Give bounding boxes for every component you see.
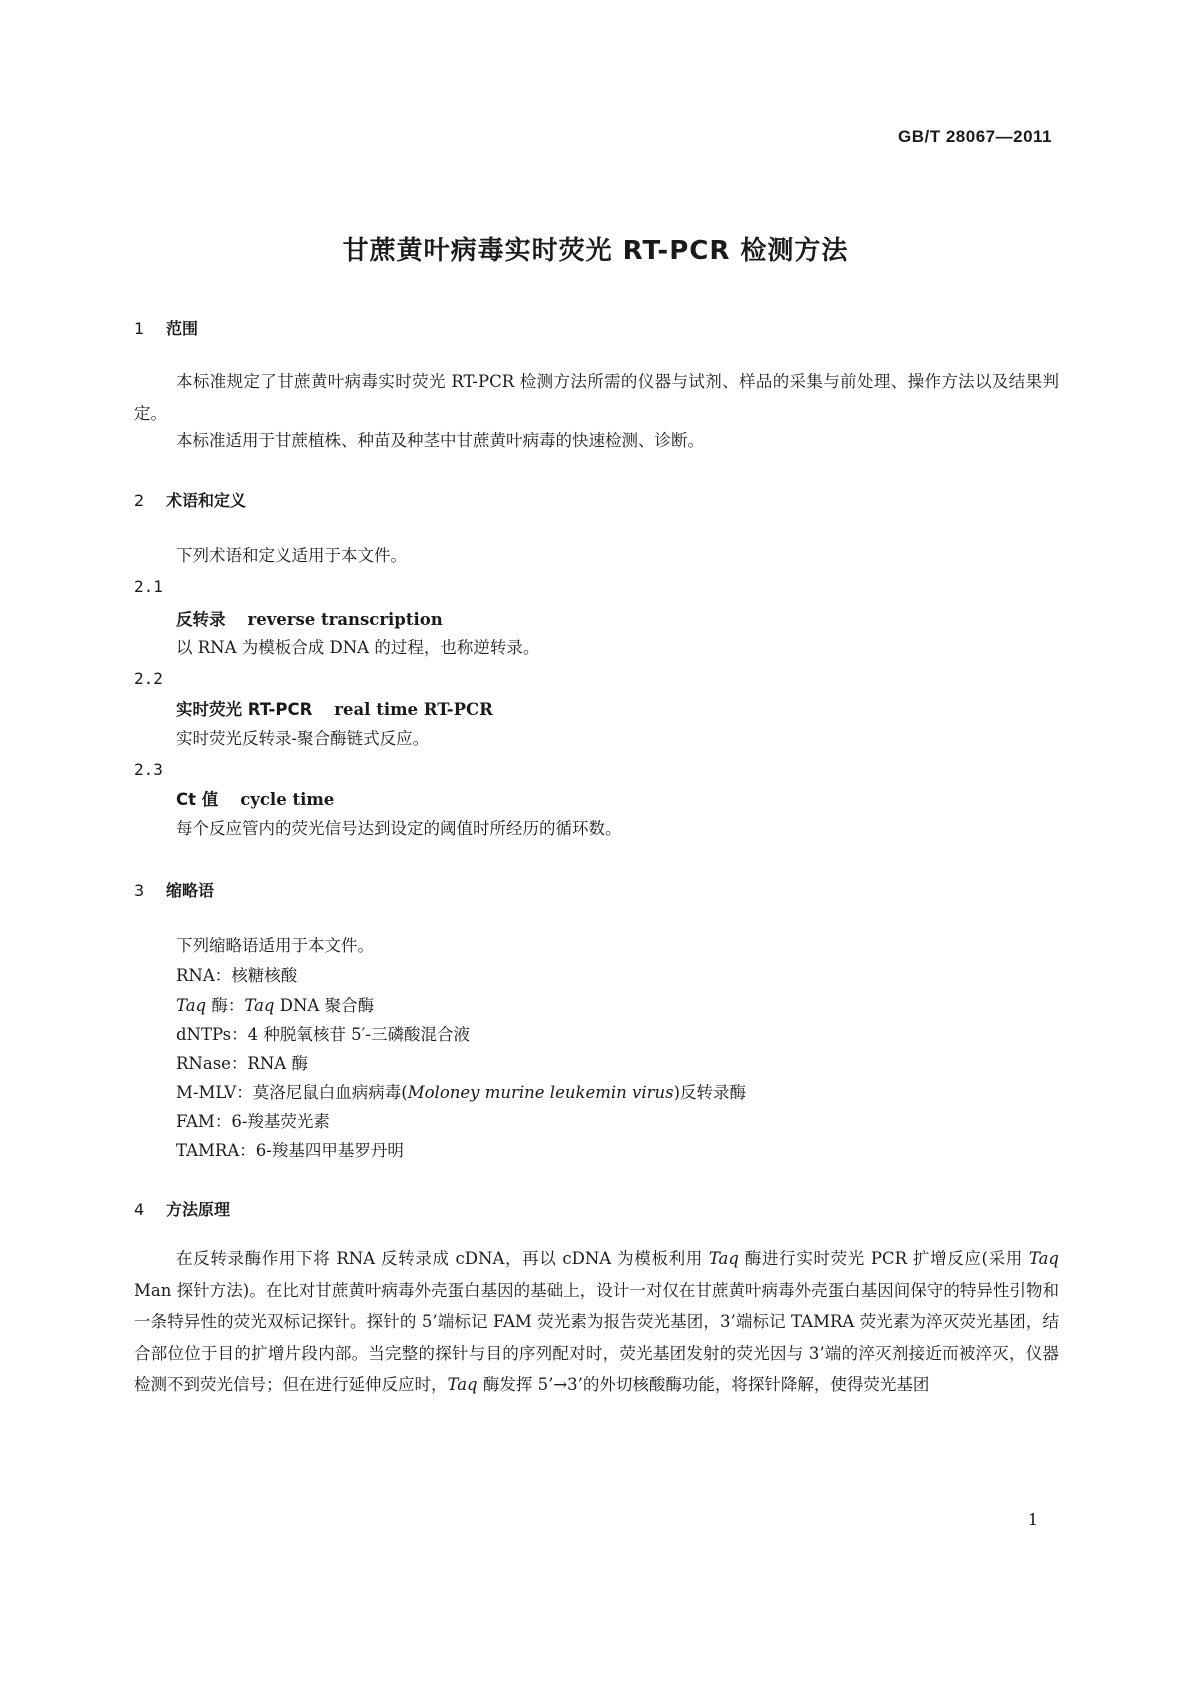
term-zh: 反转录 [176,610,226,629]
section-number: 3 [134,881,145,900]
taq-italic: Taq [1028,1249,1059,1268]
section-number: 2 [134,491,145,510]
taq-italic: Taq [447,1375,478,1394]
abbrev-tamra: TAMRA：6-羧基四甲基罗丹明 [176,1141,404,1160]
taq-italic: Taq [176,996,207,1015]
taq-italic: Taq [708,1249,739,1268]
clause-number: 2.3 [134,760,163,779]
page-number: 1 [1027,1510,1038,1529]
section-2-heading [134,488,246,511]
scope-paragraph-1: 本标准规定了甘蔗黄叶病毒实时荧光 RT-PCR 检测方法所需的仪器与试剂、样品的采集与前处理、操作方法以及结果判定。 [134,372,1059,423]
abbrev-text: 酶： [206,996,245,1015]
section-number: 4 [134,1200,145,1219]
abbrev-text: DNA 聚合酶 [274,996,375,1015]
term-heading [176,696,493,720]
document-title: 甘蔗黄叶病毒实时荧光 RT-PCR 检测方法 [342,236,849,266]
section-1-heading [134,316,198,339]
section-title: 范围 [166,319,199,338]
terms-intro: 下列术语和定义适用于本文件。 [176,546,407,565]
section-title: 缩略语 [166,881,215,900]
principle-text: 酶发挥 5’→3’的外切核酸酶功能，将探针降解，使得荧光基团 [477,1375,930,1394]
clause-number: 2.2 [134,669,163,688]
abbrev-rna: RNA：核糖核酸 [176,966,298,985]
term-definition: 实时荧光反转录-聚合酶链式反应。 [176,729,430,748]
term-zh: 实时荧光 RT-PCR [176,700,313,719]
term-heading [176,786,334,810]
scope-paragraph-2: 本标准适用于甘蔗植株、种苗及种茎中甘蔗黄叶病毒的快速检测、诊断。 [176,431,704,450]
term-definition: 每个反应管内的荧光信号达到设定的阈值时所经历的循环数。 [176,819,622,838]
abbrev-text: )反转录酶 [673,1083,747,1102]
principle-text: 酶进行实时荧光 PCR 扩增反应(采用 [738,1249,1029,1268]
abbrev-intro: 下列缩略语适用于本文件。 [176,936,374,955]
taq-italic: Taq [244,996,275,1015]
section-3-heading [134,878,214,901]
section-title: 方法原理 [166,1200,231,1219]
term-heading [176,606,443,630]
section-4-heading [134,1197,230,1220]
clause-number: 2.1 [134,577,163,596]
section-number: 1 [134,319,145,338]
term-en: cycle time [240,790,335,809]
abbrev-dntps: dNTPs：4 种脱氧核苷 5′-三磷酸混合液 [176,1025,470,1044]
section-title: 术语和定义 [166,491,247,510]
abbrev-fam: FAM：6-羧基荧光素 [176,1112,330,1131]
principle-paragraph [134,1243,1059,1401]
abbrev-text: M-MLV：莫洛尼鼠白血病病毒( [176,1083,408,1102]
standard-number: GB/T 28067—2011 [898,127,1052,146]
principle-text: 在反转录酶作用下将 RNA 反转录成 cDNA，再以 cDNA 为模板利用 [176,1249,709,1268]
virus-latin-name: Moloney murine leukemin virus [407,1083,674,1102]
term-en: real time RT-PCR [334,700,493,719]
principle-text: Man 探针方法)。在比对甘蔗黄叶病毒外壳蛋白基因的基础上，设计一对仅在甘蔗黄叶病毒外壳蛋白基因间保守的特异性引物和一条特异性的荧光双标记探针。探针的 5’端标记 FAM 荧光素为报告荧光基团，3’端标记 TAMRA 荧光素为淬灭荧光基团，结合部位位于目的扩增片段内部。当完整的探针与目的序列配对时，荧光基团发射的荧光因与 3’端的淬灭剂接近而被淬灭，仪器检测不到荧光信号；但在进行延伸反应时， [134,1280,1059,1394]
abbrev-taq [176,992,374,1016]
term-definition: 以 RNA 为模板合成 DNA 的过程，也称逆转录。 [176,638,540,657]
term-zh: Ct 值 [176,790,219,809]
abbrev-rnase: RNase：RNA 酶 [176,1054,308,1073]
term-en: reverse transcription [247,610,443,629]
abbrev-mmlv [176,1079,746,1103]
